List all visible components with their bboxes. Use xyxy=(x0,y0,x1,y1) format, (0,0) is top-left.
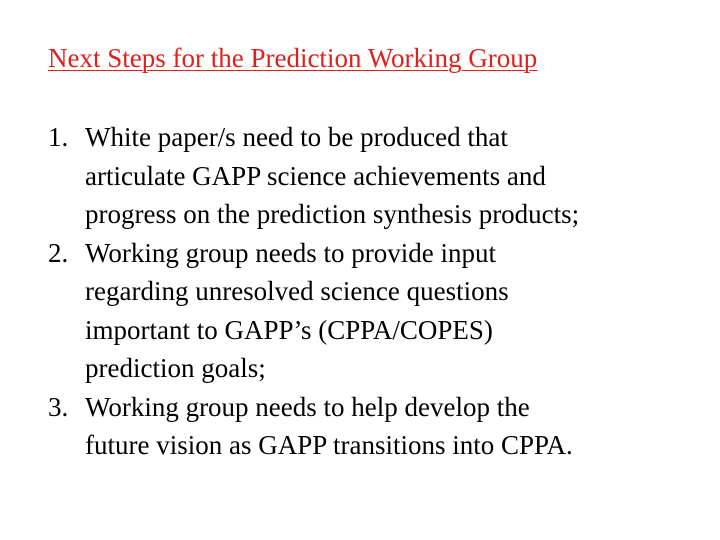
step-text xyxy=(85,234,698,388)
step-text xyxy=(85,388,698,465)
step-number: 3. xyxy=(48,391,69,422)
step-number: 2. xyxy=(48,237,69,268)
step-text-line: prediction goals; xyxy=(85,353,266,383)
step-text-line: White paper/s need to be produced that xyxy=(85,122,508,152)
step-text xyxy=(85,118,698,234)
step-text-line: progress on the prediction synthesis products; xyxy=(85,199,580,229)
step-text-line: regarding unresolved science questions xyxy=(85,276,509,306)
step-text-line: Working group needs to help develop the xyxy=(85,391,530,422)
slide-title: Next Steps for the Prediction Working Group xyxy=(48,43,538,73)
list-item-step-1 xyxy=(48,118,698,234)
step-text-line: important to GAPP’s (CPPA/COPES) xyxy=(85,314,493,345)
list-item-step-3 xyxy=(48,388,698,465)
next-steps-list xyxy=(48,118,698,465)
list-item-step-2 xyxy=(48,234,698,388)
step-text-line: articulate GAPP science achievements and xyxy=(85,160,546,191)
step-number: 1. xyxy=(48,122,69,152)
step-text-line: Working group needs to provide input xyxy=(85,237,497,268)
step-text-line: future vision as GAPP transitions into CPPA. xyxy=(85,430,573,460)
